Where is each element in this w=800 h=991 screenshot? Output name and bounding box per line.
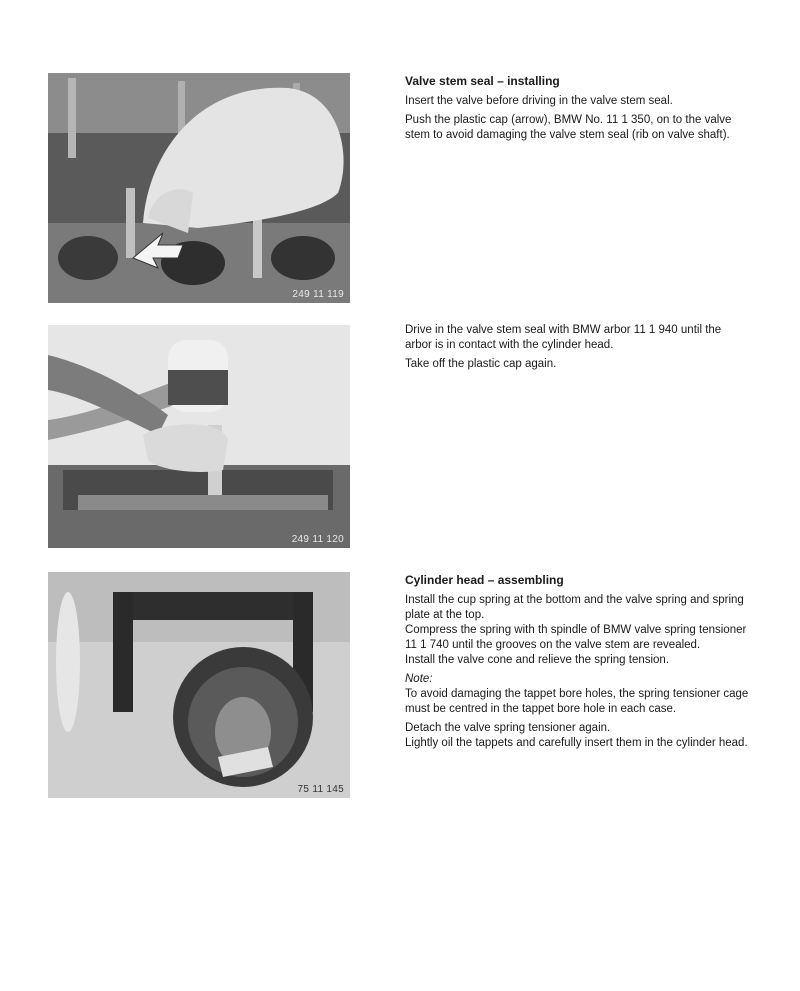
section-drive-in-seal (405, 323, 750, 376)
heading-cylinder-head-assembling: Cylinder head – assembling (405, 573, 564, 587)
paragraph-1-2: Push the plastic cap (arrow), BMW No. 11 1 350, on to the valve stem to avoid damaging the valve stem seal (rib on valve shaft). (405, 114, 732, 141)
photo-code-2: 249 11 120 (291, 534, 344, 545)
paragraph-2-2: Take off the plastic cap again. (405, 358, 557, 370)
note-label: Note: (405, 673, 433, 685)
line-3-2: Compress the spring with th spindle of BMW valve spring tensioner 11 1 740 until the grooves on the valve stem are revealed. (405, 624, 747, 651)
photo-spring-tensioner (48, 572, 350, 798)
final-line-2: Lightly oil the tappets and carefully insert them in the cylinder head. (405, 737, 748, 749)
line-3-3: Install the valve cone and relieve the spring tension. (405, 654, 670, 666)
paragraph-1-1: Insert the valve before driving in the valve stem seal. (405, 95, 673, 107)
photo-3-illustration (48, 572, 350, 798)
photo-valve-stem-seal-cap (48, 73, 350, 303)
photo-2-illustration (48, 325, 350, 548)
section-cylinder-head-assembling (405, 573, 750, 751)
heading-valve-stem-seal: Valve stem seal – installing (405, 74, 560, 88)
photo-1-illustration (48, 73, 350, 303)
photo-code-1: 249 11 119 (292, 289, 344, 300)
final-line-1: Detach the valve spring tensioner again. (405, 722, 611, 734)
line-3-1: Install the cup spring at the bottom and the valve spring and spring plate at the top. (405, 594, 744, 621)
photo-drive-in-seal (48, 325, 350, 548)
section-valve-stem-seal-installing (405, 74, 750, 147)
photo-code-3: 75 11 145 (297, 784, 344, 795)
note-text: To avoid damaging the tappet bore holes, the spring tensioner cage must be centred in the tappet bore hole in each case. (405, 688, 749, 715)
paragraph-2-1: Drive in the valve stem seal with BMW arbor 11 1 940 until the arbor is in contact with the cylinder head. (405, 324, 722, 351)
